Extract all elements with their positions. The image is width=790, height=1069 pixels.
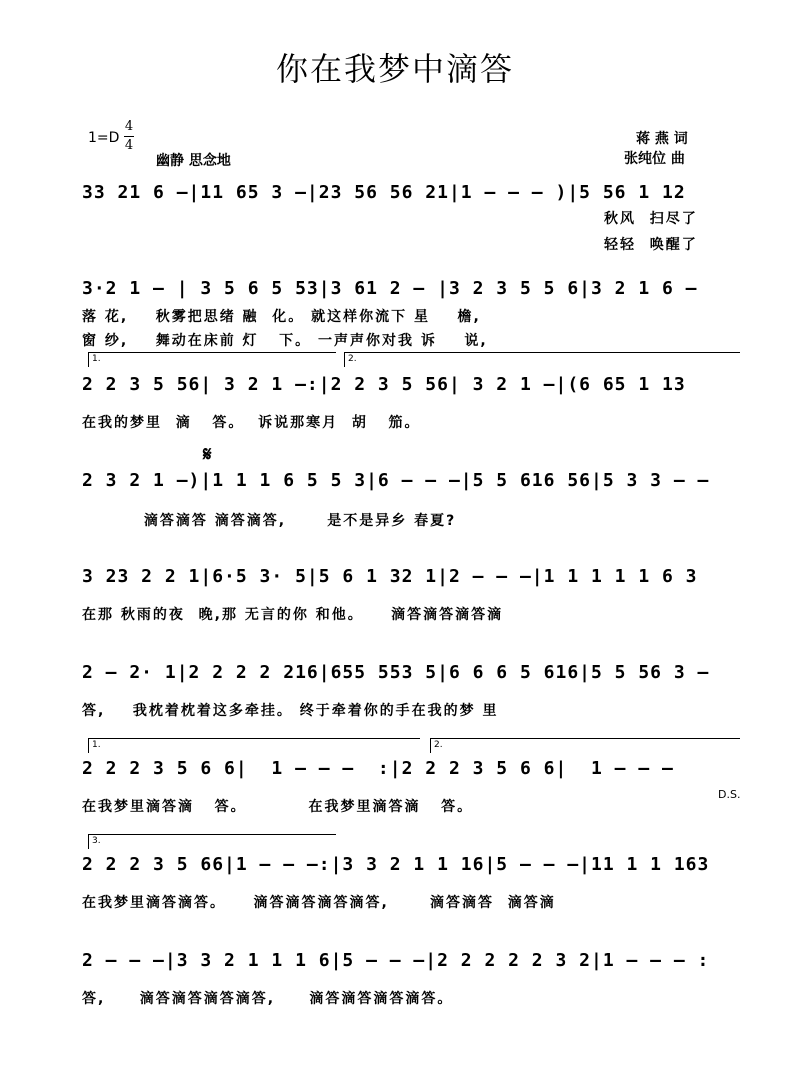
lyric-line: 在我梦里滴答滴 答。 在我梦里滴答滴 答。 [82, 799, 474, 815]
notation-line: 2 2 2 3 5 66|1 – – –:|3 3 2 1 1 16|5 – – –|11 1 1 163 [82, 854, 710, 875]
lyricist-credit: 蒋 燕 词 [636, 131, 688, 147]
lyric-line: 在那 秋雨的夜 晚,那 无言的你 和他。 滴答滴答滴答滴 [82, 607, 504, 623]
notation-line: 2 2 3 5 56| 3 2 1 –:|2 2 3 5 56| 3 2 1 –|(6 65 1 13 [82, 374, 686, 395]
segno-sign: 𝄋 [203, 442, 212, 466]
lyric-verse-2: 窗 纱, 舞动在床前 灯 下。 一声声你对我 诉 说, [82, 333, 488, 349]
volta-2: 2. [430, 738, 740, 753]
lyric-line: 答, 滴答滴答滴答滴答, 滴答滴答滴答滴答。 [82, 991, 454, 1007]
score-system-5 [82, 566, 742, 602]
notation-line: 2 3 2 1 –)|1 1 1 6 5 5 3|6 – – –|5 5 616 56|5 3 3 – – [82, 470, 710, 491]
volta-2: 2. [344, 352, 740, 367]
lyric-line: 滴答滴答 滴答滴答, 是不是异乡 春夏? [82, 513, 457, 529]
score-system-6 [82, 662, 742, 698]
score-system-4 [82, 470, 742, 506]
time-signature [124, 118, 134, 155]
volta-1: 1. [88, 738, 420, 753]
lyric-verse-1: 落 花, 秋雾把思绪 融 化。 就这样你流下 星 檐, [82, 309, 481, 325]
page-title: 你在我梦中滴答 [275, 50, 514, 88]
score-system-7 [82, 758, 742, 794]
notation-line: 33 21 6 –|11 65 3 –|23 56 56 21|1 – – – )|5 56 1 12 [82, 182, 698, 203]
score-system-9 [82, 950, 742, 986]
key-signature: 1=D [88, 130, 120, 146]
composer-credit: 张纯位 曲 [624, 151, 685, 167]
score-system-3 [82, 374, 742, 410]
lyric-line: 在我的梦里 滴 答。 诉说那寒月 胡 笳。 [82, 415, 421, 431]
tempo-mood: 幽静 思念地 [156, 153, 231, 169]
notation-line: 2 – – –|3 3 2 1 1 1 6|5 – – –|2 2 2 2 2 3 2|1 – – – : [82, 950, 710, 971]
lyric-verse-2: 轻轻 唤醒了 [604, 237, 698, 253]
volta-1: 1. [88, 352, 336, 367]
volta-3: 3. [88, 834, 336, 849]
notation-line: 2 2 2 3 5 6 6| 1 – – – :|2 2 2 3 5 6 6| 1 – – – [82, 758, 698, 779]
score-system-8 [82, 854, 742, 890]
notation-line: 3 23 2 2 1|6·5 3· 5|5 6 1 32 1|2 – – –|1 1 1 1 1 6 3 [82, 566, 698, 587]
notation-line: 2 – 2· 1|2 2 2 2 216|655 553 5|6 6 6 5 616|5 5 56 3 – [82, 662, 710, 683]
lyric-line: 答, 我枕着枕着这多牵挂。 终于牵着你的手在我的梦 里 [82, 703, 499, 719]
lyric-line: 在我梦里滴答滴答。 滴答滴答滴答滴答, 滴答滴答 滴答滴 [82, 895, 556, 911]
lyric-verse-1: 秋风 扫尽了 [604, 211, 698, 227]
time-bottom: 4 [124, 138, 134, 153]
dal-segno-marking: D.S. [718, 788, 741, 801]
notation-line: 3·2 1 – | 3 5 6 5 53|3 61 2 – |3 2 3 5 5 6|3 2 1 6 – [82, 278, 698, 299]
time-top: 4 [124, 119, 134, 134]
